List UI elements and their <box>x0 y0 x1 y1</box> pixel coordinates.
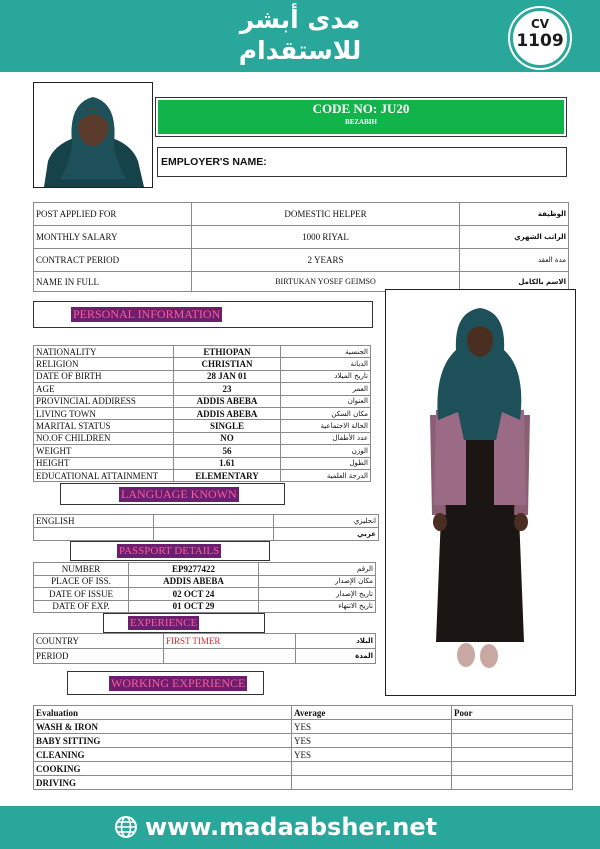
headshot-figure <box>34 83 152 187</box>
working-experience-table <box>33 705 573 790</box>
personal-label: LIVING TOWN <box>34 407 174 419</box>
experience-heading-box <box>103 613 265 633</box>
skill-average: YES <box>292 748 452 762</box>
skill-name: COOKING <box>34 762 292 776</box>
passport-arabic-label: تاريخ الإصدار <box>259 588 376 601</box>
personal-arabic-label: الطول <box>281 457 371 469</box>
language-value <box>154 515 274 528</box>
passport-value: EP9277422 <box>129 563 259 576</box>
table-row <box>34 528 379 541</box>
experience-value: FIRST TIMER <box>164 634 296 649</box>
job-value: BIRTUKAN YOSEF GEIMSO <box>192 272 460 292</box>
skill-name: BABY SITTING <box>34 734 292 748</box>
personal-label: EDUCATIONAL ATTAINMENT <box>34 469 174 481</box>
header-poor: Poor <box>452 706 573 720</box>
table-row <box>34 457 371 469</box>
table-row <box>34 600 376 613</box>
experience-label: COUNTRY <box>34 634 164 649</box>
personal-value: 23 <box>174 383 281 395</box>
table-row <box>34 407 371 419</box>
experience-arabic-label: المدة <box>296 649 376 664</box>
personal-arabic-label: الدرجة العلمية <box>281 469 371 481</box>
personal-value: NO <box>174 432 281 444</box>
job-arabic-label: الراتب الشهري <box>460 226 569 249</box>
personal-label: MARITAL STATUS <box>34 420 174 432</box>
passport-value: 01 OCT 29 <box>129 600 259 613</box>
personal-info-heading-box <box>33 301 373 328</box>
job-arabic-label: الوظيفة <box>460 203 569 226</box>
personal-info-table <box>33 345 371 482</box>
employer-name-label: EMPLOYER'S NAME: <box>161 156 267 168</box>
personal-arabic-label: عدد الأطفال <box>281 432 371 444</box>
table-row <box>34 515 379 528</box>
personal-value: ETHIOPAN <box>174 346 281 358</box>
working-experience-heading: WORKING EXPERIENCE <box>111 676 246 690</box>
brand-title <box>200 4 400 66</box>
table-row <box>34 776 573 790</box>
language-label: ENGLISH <box>34 515 154 528</box>
brand-line-2: للاستقدام <box>238 36 362 65</box>
experience-arabic-label: البلاد <box>296 634 376 649</box>
table-row <box>34 720 573 734</box>
personal-value: ADDIS ABEBA <box>174 407 281 419</box>
brand-line-1: مدى أبشر <box>239 5 361 34</box>
code-box <box>155 97 567 137</box>
personal-label: RELIGION <box>34 358 174 370</box>
passport-label: DATE OF ISSUE <box>34 588 129 601</box>
skill-average <box>292 762 452 776</box>
skill-poor <box>452 748 573 762</box>
personal-arabic-label: الديانة <box>281 358 371 370</box>
job-label: CONTRACT PERIOD <box>34 249 192 272</box>
table-row <box>34 469 371 481</box>
table-row <box>34 706 573 720</box>
table-row <box>34 734 573 748</box>
job-value: 2 YEARS <box>192 249 460 272</box>
cv-badge <box>510 8 570 68</box>
personal-arabic-label: تاريخ الميلاد <box>281 370 371 382</box>
personal-value: CHRISTIAN <box>174 358 281 370</box>
skill-name: WASH & IRON <box>34 720 292 734</box>
skill-name: CLEANING <box>34 748 292 762</box>
language-heading: LANGUAGE KNOWN <box>121 487 237 501</box>
personal-value: 1.61 <box>174 457 281 469</box>
personal-value: 28 JAN 01 <box>174 370 281 382</box>
passport-arabic-label: تاريخ الانتهاء <box>259 600 376 613</box>
candidate-short-name: BEZABIH <box>345 118 377 126</box>
code-banner <box>158 100 564 134</box>
passport-value: 02 OCT 24 <box>129 588 259 601</box>
personal-label: PROVINCIAL ADDIRESS <box>34 395 174 407</box>
personal-label: AGE <box>34 383 174 395</box>
personal-label: NO.OF CHILDREN <box>34 432 174 444</box>
skill-poor <box>452 762 573 776</box>
full-body-photo <box>385 289 576 696</box>
table-row <box>34 575 376 588</box>
passport-value: ADDIS ABEBA <box>129 575 259 588</box>
job-arabic-label: الاسم بالكامل <box>460 272 569 292</box>
language-heading-box <box>60 483 285 505</box>
job-table <box>33 202 569 292</box>
table-row <box>34 203 569 226</box>
passport-label: DATE OF EXP. <box>34 600 129 613</box>
job-label: MONTHLY SALARY <box>34 226 192 249</box>
job-value: DOMESTIC HELPER <box>192 203 460 226</box>
job-arabic-label: مدة العقد <box>460 249 569 272</box>
skill-average: YES <box>292 720 452 734</box>
job-label: NAME IN FULL <box>34 272 192 292</box>
table-row <box>34 445 371 457</box>
table-row <box>34 563 376 576</box>
code-number: CODE NO: JU20 <box>312 101 410 116</box>
table-row <box>34 432 371 444</box>
employer-name-field[interactable] <box>157 147 567 177</box>
header-evaluation: Evaluation <box>34 706 292 720</box>
passport-arabic-label: الرقم <box>259 563 376 576</box>
language-table <box>33 514 379 541</box>
table-row <box>34 358 371 370</box>
table-row <box>34 420 371 432</box>
job-label: POST APPLIED FOR <box>34 203 192 226</box>
table-row <box>34 395 371 407</box>
experience-table <box>33 633 376 664</box>
passport-table <box>33 562 376 613</box>
table-row <box>34 346 371 358</box>
table-row <box>34 634 376 649</box>
personal-arabic-label: الوزن <box>281 445 371 457</box>
personal-arabic-label: مكان السكن <box>281 407 371 419</box>
personal-value: ELEMENTARY <box>174 469 281 481</box>
skill-poor <box>452 734 573 748</box>
passport-heading: PASSPORT DETAILS <box>119 545 220 557</box>
footer-bar <box>0 806 600 849</box>
experience-value <box>164 649 296 664</box>
language-arabic-label: انجليزي <box>274 515 379 528</box>
skill-poor <box>452 776 573 790</box>
passport-label: PLACE OF ISS. <box>34 575 129 588</box>
personal-value: ADDIS ABEBA <box>174 395 281 407</box>
personal-value: SINGLE <box>174 420 281 432</box>
personal-arabic-label: العمر <box>281 383 371 395</box>
personal-label: HEIGHT <box>34 457 174 469</box>
passport-heading-box <box>70 541 270 561</box>
passport-label: NUMBER <box>34 563 129 576</box>
working-experience-heading-box <box>67 671 264 695</box>
cv-number: 1109 <box>516 31 564 51</box>
language-arabic-label: عربي <box>274 528 379 541</box>
passport-arabic-label: مكان الإصدار <box>259 575 376 588</box>
table-row <box>34 370 371 382</box>
table-row <box>34 588 376 601</box>
website-link[interactable]: www.madaabsher.net <box>145 813 438 841</box>
full-body-figure <box>386 290 575 695</box>
personal-arabic-label: الجنسية <box>281 346 371 358</box>
language-value <box>154 528 274 541</box>
skill-poor <box>452 720 573 734</box>
skill-average <box>292 776 452 790</box>
skill-average: YES <box>292 734 452 748</box>
personal-label: NATIONALITY <box>34 346 174 358</box>
personal-arabic-label: الحالة الاجتماعية <box>281 420 371 432</box>
personal-label: DATE OF BIRTH <box>34 370 174 382</box>
headshot-photo <box>33 82 153 188</box>
globe-icon <box>114 815 138 839</box>
table-row <box>34 249 569 272</box>
personal-label: WEIGHT <box>34 445 174 457</box>
language-label <box>34 528 154 541</box>
job-value: 1000 RIYAL <box>192 226 460 249</box>
table-row <box>34 762 573 776</box>
experience-label: PERIOD <box>34 649 164 664</box>
table-row <box>34 649 376 664</box>
personal-arabic-label: العنوان <box>281 395 371 407</box>
skill-name: DRIVING <box>34 776 292 790</box>
personal-info-heading: PERSONAL INFORMATION <box>73 307 221 321</box>
cv-label: CV <box>530 17 550 31</box>
table-row <box>34 226 569 249</box>
experience-heading: EXPERIENCE <box>130 617 198 629</box>
header-average: Average <box>292 706 452 720</box>
personal-value: 56 <box>174 445 281 457</box>
table-row <box>34 383 371 395</box>
table-row <box>34 748 573 762</box>
